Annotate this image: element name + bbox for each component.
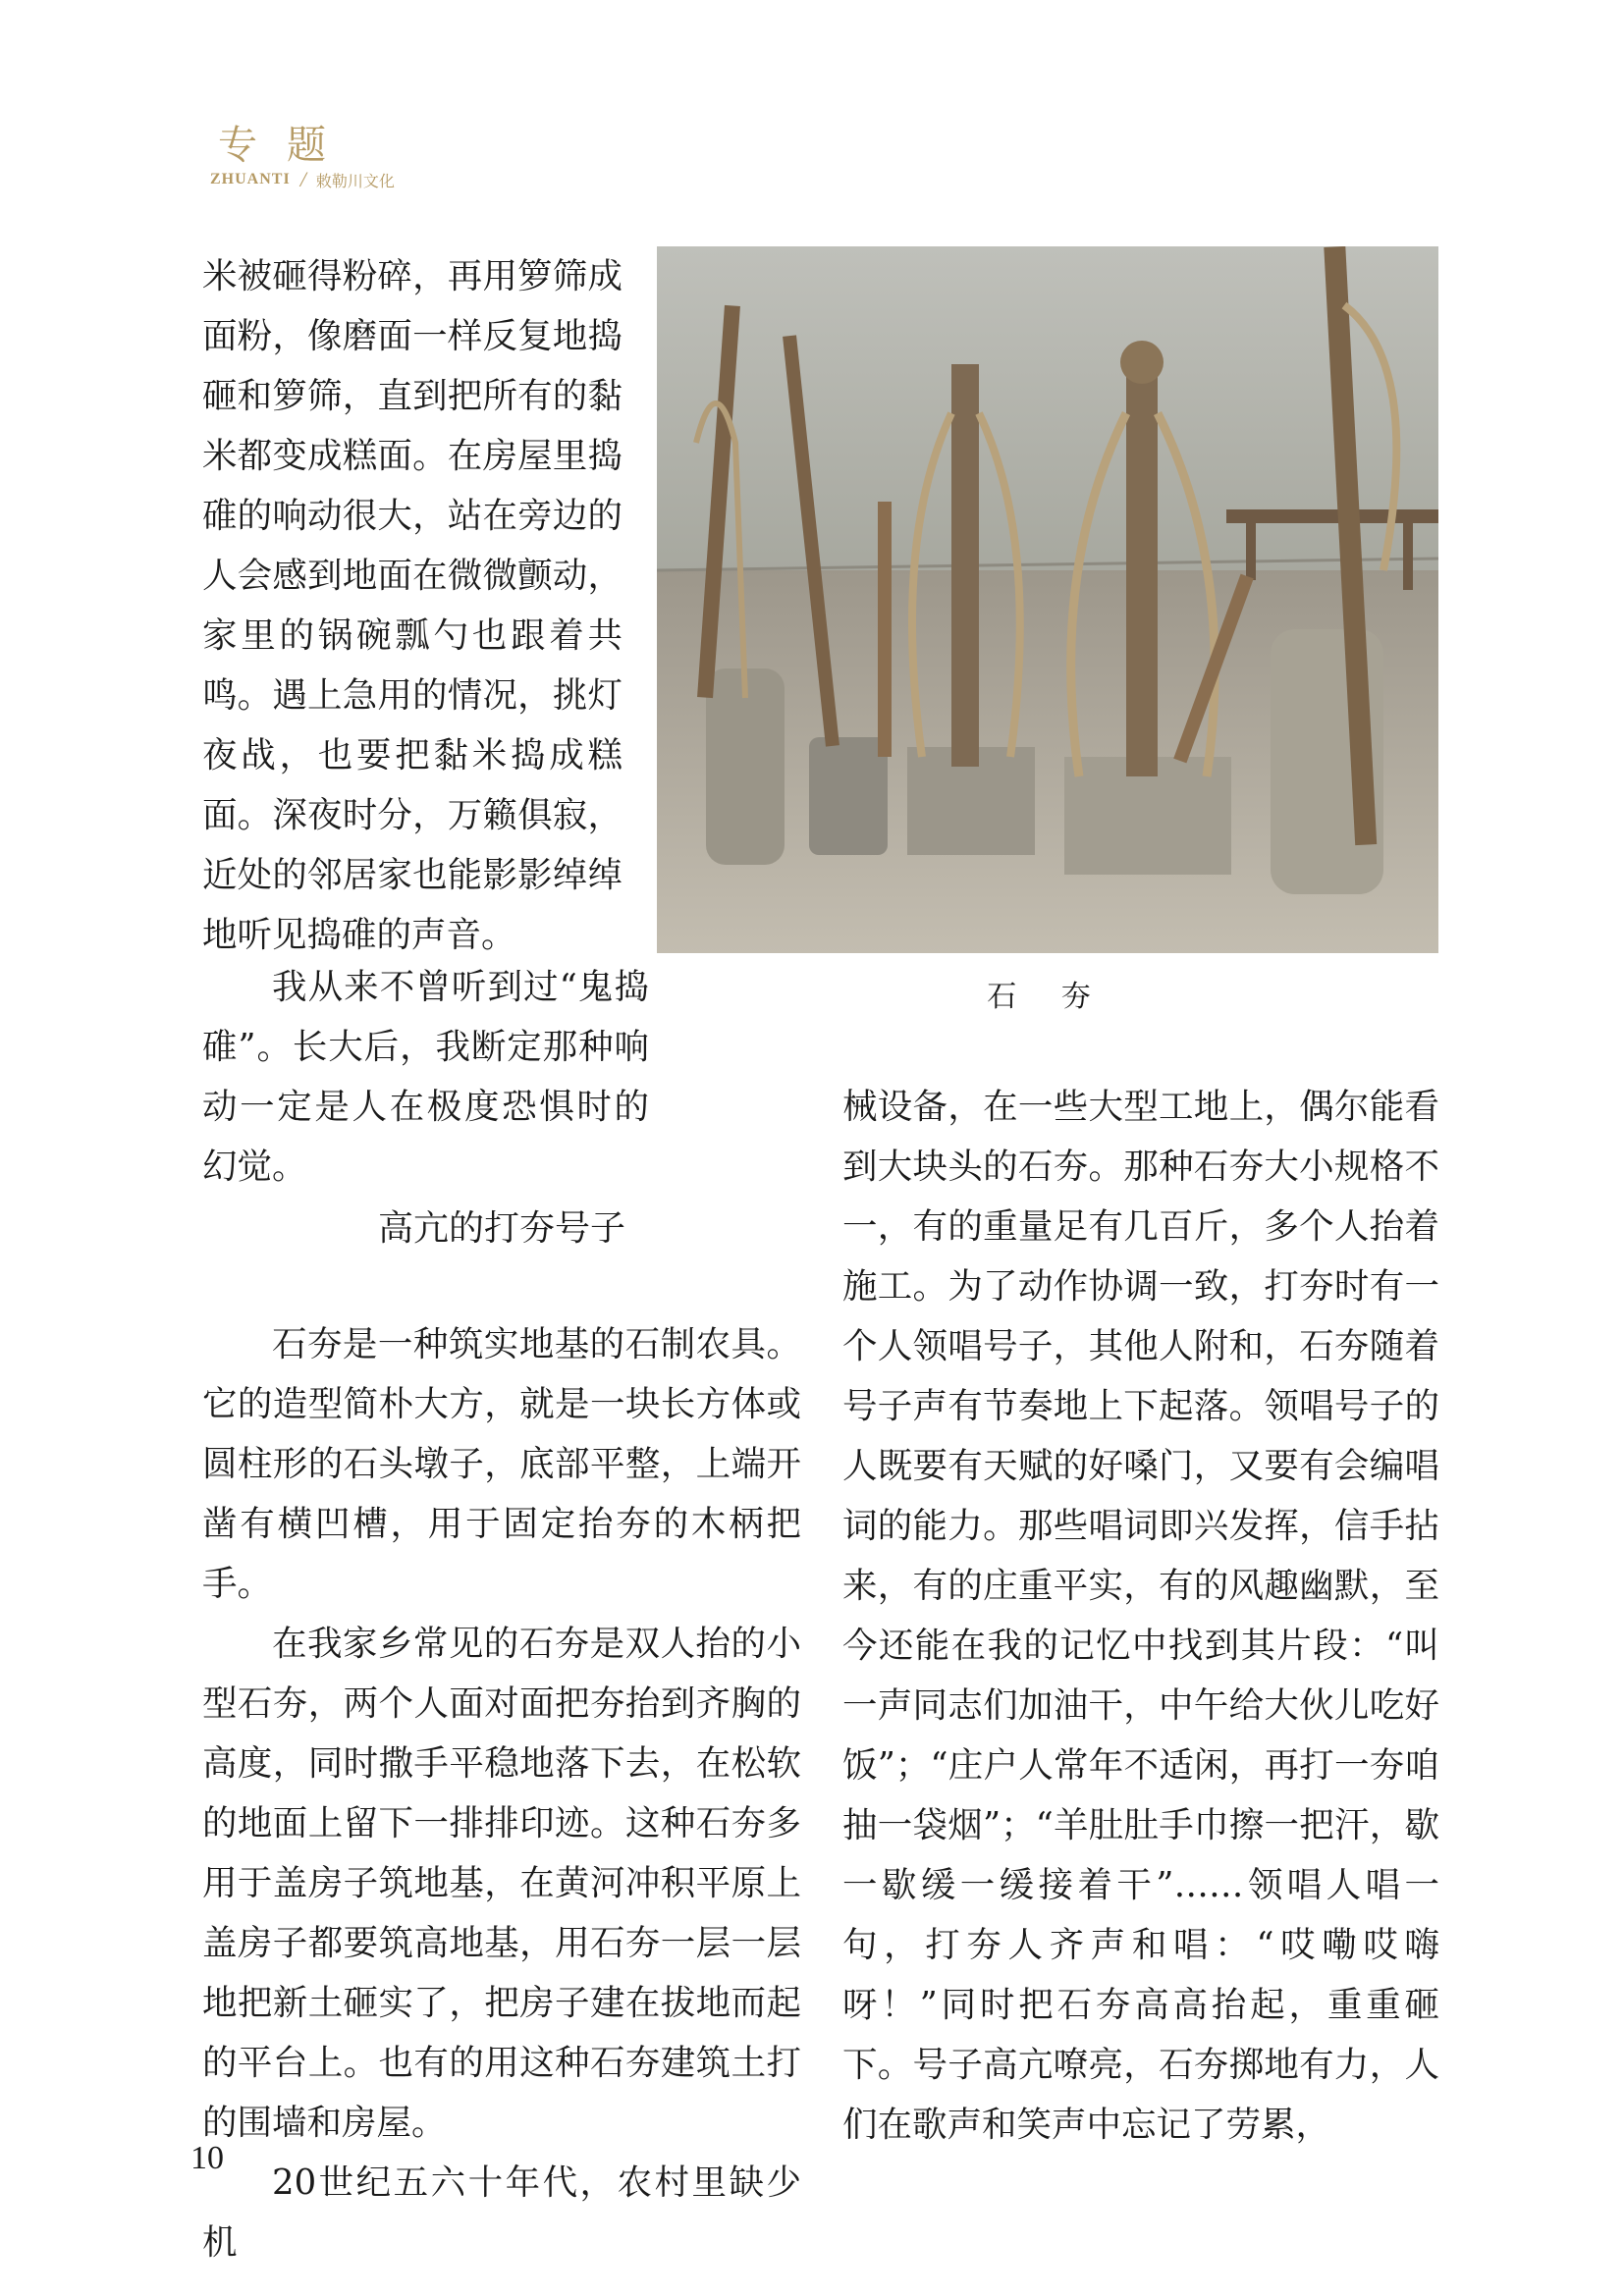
stone-rammer-photo (657, 246, 1438, 953)
paragraph-1: 米被砸得粉碎，再用箩筛成面粉，像磨面一样反复地捣砸和箩筛，直到把所有的黏米都变成糕面。在房屋里捣碓的响动很大，站在旁边的人会感到地面在微微颤动，家里的锅碗瓢勺也跟着共鸣。遇上急用的情况，挑灯夜战，也要把黏米捣成糕面。深夜时分，万籁俱寂，近处的邻居家也能影影绰绰地听见捣碓的声音。 (202, 256, 623, 955)
page-number: 10 (190, 2140, 224, 2176)
subtitle-divider: / (299, 167, 306, 191)
paragraph-4: 在我家乡常见的石夯是双人抬的小型石夯，两个人面对面把夯抬到齐胸的高度，同时撒手平稳地落下去，在松软的地面上留下一排排印迹。这种石夯多用于盖房子筑地基，在黄河冲积平原上盖房子都要筑高地基，用石夯一层一层地把新土砸实了，把房子建在拔地而起的平台上。也有的用这种石夯建筑土打的围墙和房屋。 (202, 1624, 801, 2143)
section-title: 专题 (218, 123, 355, 168)
paragraph-5: 20世纪五六十年代，农村里缺少机 (202, 2163, 801, 2263)
subtitle-en: ZHUANTI (210, 171, 291, 187)
left-column (202, 1314, 801, 2272)
paragraph-2: 我从来不曾听到过“鬼捣碓”。长大后，我断定那种响动一定是人在极度恐惧时的幻觉。 (202, 967, 649, 1187)
photo-caption: 石 夯 (987, 980, 1109, 1014)
section-heading: 高亢的打夯号子 (377, 1208, 625, 1249)
section-subtitle (210, 167, 395, 192)
paragraph-3: 石夯是一种筑实地基的石制农具。它的造型简朴大方，就是一块长方体或圆柱形的石头墩子，底部平整，上端开凿有横凹槽，用于固定抬夯的木柄把手。 (202, 1324, 801, 1604)
paragraph-6: 械设备，在一些大型工地上，偶尔能看到大块头的石夯。那种石夯大小规格不一，有的重量足有几百斤，多个人抬着施工。为了动作协调一致，打夯时有一个人领唱号子，其他人附和，石夯随着号子声有节奏地上下起落。领唱号子的人既要有天赋的好嗓门，又要有会编唱词的能力。那些唱词即兴发挥，信手拈来，有的庄重平实，有的风趣幽默，至今还能在我的记忆中找到其片段：“叫一声同志们加油干，中午给大伙儿吃好饭”；“庄户人常年不适闲，再打一夯咱抽一袋烟”；“羊肚肚手巾擦一把汗，歇一歇缓一缓接着干”……领唱人唱一句，打夯人齐声和唱：“哎嘞哎嗨呀！”同时把石夯高高抬起，重重砸下。号子高亢嘹亮，石夯掷地有力，人们在歌声和笑声中忘记了劳累， (842, 1087, 1439, 2145)
subtitle-cn: 敕勒川文化 (315, 173, 395, 190)
